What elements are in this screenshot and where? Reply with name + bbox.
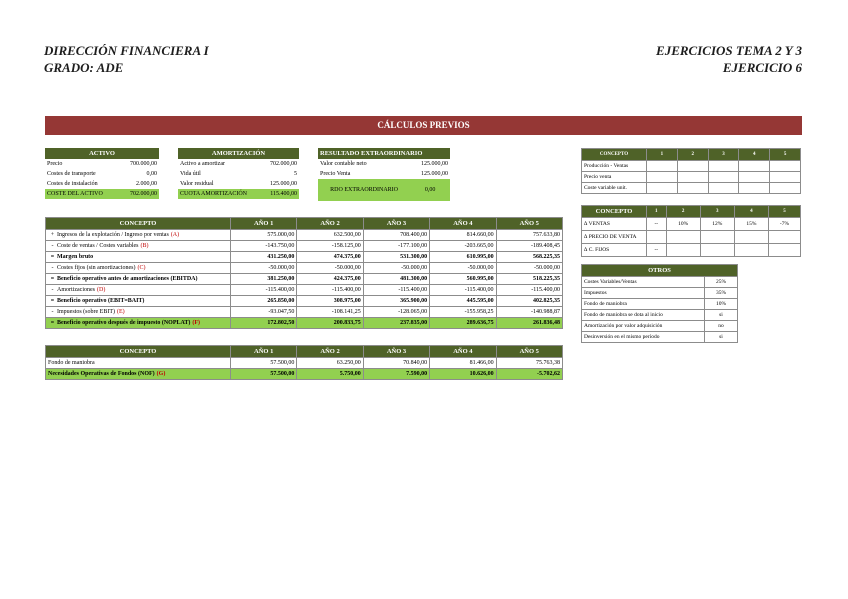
year-value: 261.836,48 [496,318,562,329]
grid-header: 2 [666,206,700,218]
year-value: 531.300,00 [363,252,429,263]
column-header: AÑO 3 [363,346,429,358]
table-row [582,310,738,321]
year-value: -115.400,00 [363,285,429,296]
table-row [318,169,450,179]
column-header: AÑO 3 [363,218,429,230]
year-value: -50.000,00 [363,263,429,274]
column-header: CONCEPTO [46,346,231,358]
total-value: 115.400,00 [270,191,297,197]
row-label: Fondo de maniobra [582,299,705,310]
table-row [318,159,450,169]
year-value: -115.400,00 [231,285,297,296]
row-sign: = [50,254,55,260]
input-cell[interactable] [708,183,739,194]
table-row [582,288,738,299]
table-row [46,318,563,329]
year-value: 57.500,00 [231,358,297,369]
table-row [582,231,801,244]
row-concept [46,369,231,380]
row-value: 0,00 [146,171,157,177]
year-value: 381.250,00 [231,274,297,285]
row-tag: (E) [117,309,125,315]
row-concept [46,296,231,307]
year-value: 265.850,00 [231,296,297,307]
resultado-table [318,148,450,201]
row-label: Impuestos (sobre EBIT) [57,309,115,315]
input-cell[interactable] [739,172,770,183]
year-value: 445.595,00 [430,296,496,307]
row-value: 700.000,00 [130,161,157,167]
grid-header: 5 [768,206,800,218]
table-row [582,161,801,172]
row-label: ∆ PRECIO DE VENTA [582,231,647,244]
input-cell[interactable] [708,172,739,183]
table-row [45,159,159,169]
grid-header: CONCEPTO [582,149,647,161]
otros-table [581,264,738,343]
cell [647,231,667,244]
row-label: Costes fijos (sin amortizaciones) [57,265,136,271]
year-value: 560.995,00 [430,274,496,285]
year-value: -115.400,00 [496,285,562,296]
table-row [46,230,563,241]
table-row [45,179,159,189]
year-value: 289.636,75 [430,318,496,329]
year-value: -155.958,25 [430,307,496,318]
year-value: 424.375,00 [297,274,363,285]
row-sign: - [51,287,54,293]
table-row [46,285,563,296]
table-row [46,241,563,252]
row-label: Amortizaciones [57,287,95,293]
amortizacion-title: AMORTIZACIÓN [178,148,299,159]
row-tag: (A) [170,232,180,238]
year-value: -143.750,00 [231,241,297,252]
table-row [178,169,299,179]
row-value: 125.000,00 [270,181,297,187]
section-band: CÁLCULOS PREVIOS [45,116,802,135]
year-value: 5.750,00 [297,369,363,380]
input-cell[interactable] [739,161,770,172]
year-value: 814.660,00 [430,230,496,241]
table-row [46,296,563,307]
income-table [45,217,563,329]
table-row [582,277,738,288]
row-label: Ingresos de la explotación / Ingreso por ventas [57,232,169,238]
row-sign: = [50,320,55,326]
year-value: -128.065,00 [363,307,429,318]
row-concept [46,285,231,296]
cell [700,231,734,244]
table-row [582,218,801,231]
row-value: si [705,310,738,321]
year-value: -140.988,87 [496,307,562,318]
input-cell[interactable] [739,183,770,194]
amortizacion-table [178,148,299,199]
activo-table [45,148,159,199]
year-value: 575.000,00 [231,230,297,241]
row-label: Coste variable unit. [582,183,647,194]
total-value: 702.000,00 [130,191,157,197]
table-row [46,263,563,274]
row-value: 125.000,00 [421,161,448,167]
row-label: Fondo de maniobra [48,360,95,366]
year-value: -203.665,00 [430,241,496,252]
row-label: Costes Variables/Ventas [582,277,705,288]
input-cell[interactable] [647,172,678,183]
row-value: si [705,332,738,343]
table-row [582,332,738,343]
row-concept [46,230,231,241]
table-row [582,244,801,257]
grid-header: 1 [647,149,678,161]
table-row [582,183,801,194]
row-sign: - [51,309,54,315]
row-label: Desinversión en el mismo período [582,332,705,343]
input-cell[interactable] [647,161,678,172]
input-cell[interactable] [647,183,678,194]
cell [768,231,800,244]
total-row [318,179,450,201]
row-label: Amortización por valor adquisición [582,321,705,332]
row-tag: (G) [156,371,166,377]
row-concept [46,274,231,285]
row-label: Beneficio operativo antes de amortizaciones (EBITDA) [57,276,198,282]
row-concept [46,241,231,252]
table-row [46,252,563,263]
column-header: AÑO 1 [231,218,297,230]
year-value: 757.633,80 [496,230,562,241]
table-row [178,159,299,169]
year-value: -93.047,50 [231,307,297,318]
year-value: -50.000,00 [297,263,363,274]
grid-header: 4 [739,149,770,161]
column-header: CONCEPTO [46,218,231,230]
activo-title: ACTIVO [45,148,159,159]
year-value: 308.975,00 [297,296,363,307]
row-value: 2.000,00 [136,181,157,187]
year-value: 10.626,00 [430,369,496,380]
row-label: Beneficio operativo después de impuesto (NOPLAT) [57,320,191,326]
cell: 15% [734,218,768,231]
input-cell[interactable] [677,161,708,172]
resultado-title: RESULTADO EXTRAORDINARIO [318,148,450,159]
row-value: 125.000,00 [421,171,448,177]
cell [734,244,768,257]
year-value: -115.400,00 [430,285,496,296]
course-title: DIRECCIÓN FINANCIERA I [44,43,209,58]
row-label: Valor contable neto [320,161,367,167]
row-concept [46,358,231,369]
row-label: Coste de ventas / Costes variables [57,243,139,249]
row-concept [46,263,231,274]
year-value: 708.400,00 [363,230,429,241]
total-value: 0,00 [424,187,436,193]
column-header: AÑO 1 [231,346,297,358]
total-row [178,189,299,199]
grid-header: 4 [734,206,768,218]
year-value: -50.000,00 [231,263,297,274]
year-value: 474.375,00 [297,252,363,263]
row-sign: + [50,232,55,238]
year-value: 63.250,00 [297,358,363,369]
row-label: Necesidades Operativas de Fondos (NOF) [48,371,155,377]
input-cell[interactable] [770,161,801,172]
year-value: 237.835,00 [363,318,429,329]
year-value: 518.225,35 [496,274,562,285]
total-label: COSTE DEL ACTIVO [47,191,103,197]
row-tag: (F) [192,320,201,326]
inputs-grid [581,148,801,194]
row-label: Impuestos [582,288,705,299]
cell [700,244,734,257]
cell [768,244,800,257]
table-row [45,169,159,179]
cell: -7% [768,218,800,231]
variaciones-grid [581,205,801,257]
year-value: 75.763,38 [496,358,562,369]
row-label: Producción - Ventas [582,161,647,172]
row-value: 702.000,00 [270,161,297,167]
exercise-number: EJERCICIO 6 [722,60,802,75]
table-row [582,299,738,310]
row-value: no [705,321,738,332]
row-label: Valor residual [180,181,214,187]
year-value: -115.400,00 [297,285,363,296]
column-header: AÑO 2 [297,218,363,230]
year-value: 7.590,00 [363,369,429,380]
cell [734,231,768,244]
year-value: 81.466,00 [430,358,496,369]
grid-header: 3 [700,206,734,218]
row-tag: (D) [97,287,106,293]
year-value: 402.825,35 [496,296,562,307]
grid-header: 3 [708,149,739,161]
row-tag: (B) [140,243,149,249]
exercise-set-title: EJERCICIOS TEMA 2 Y 3 [656,43,802,58]
year-value: -177.100,00 [363,241,429,252]
grid-header: 2 [677,149,708,161]
year-value: -50.000,00 [496,263,562,274]
row-label: ∆ VENTAS [582,218,647,231]
year-value: -158.125,00 [297,241,363,252]
cell [666,244,700,257]
row-concept [46,252,231,263]
year-value: 481.300,00 [363,274,429,285]
row-sign: - [51,265,54,271]
total-row [45,189,159,199]
cell: -- [647,218,667,231]
table-row [46,274,563,285]
column-header: AÑO 5 [496,346,562,358]
grid-header: 1 [647,206,667,218]
table-row [582,172,801,183]
year-value: -108.141,25 [297,307,363,318]
grid-header: 5 [770,149,801,161]
cell: -- [647,244,667,257]
otros-title: OTROS [582,265,738,277]
cell [666,231,700,244]
year-value: 568.225,35 [496,252,562,263]
cell: 12% [700,218,734,231]
year-value: 431.250,00 [231,252,297,263]
nof-table [45,345,563,380]
row-label: Fondo de maniobra se dota al inicio [582,310,705,321]
year-value: 70.840,00 [363,358,429,369]
row-concept [46,307,231,318]
input-cell[interactable] [708,161,739,172]
row-value: 25% [705,277,738,288]
year-value: 610.995,00 [430,252,496,263]
column-header: AÑO 4 [430,218,496,230]
year-value: -50.000,00 [430,263,496,274]
row-label: Vida útil [180,171,201,177]
year-value: 57.500,00 [231,369,297,380]
column-header: AÑO 4 [430,346,496,358]
row-sign: = [50,276,55,282]
row-label: Precio Venta [320,171,351,177]
year-value: 365.900,00 [363,296,429,307]
degree-label: GRADO: ADE [44,60,124,75]
row-label: Costes de instalación [47,181,98,187]
table-row [178,179,299,189]
column-header: AÑO 2 [297,346,363,358]
grid-header: CONCEPTO [582,206,647,218]
row-sign: - [51,243,54,249]
year-value: -189.408,45 [496,241,562,252]
row-label: Beneficio operativo (EBIT=BAIT) [57,298,145,304]
input-cell[interactable] [770,183,801,194]
year-value: 172.802,50 [231,318,297,329]
row-value: 10% [705,299,738,310]
row-label: ∆ C. FIJOS [582,244,647,257]
table-row [46,358,563,369]
year-value: 632.500,00 [297,230,363,241]
row-tag: (C) [137,265,146,271]
table-row [46,307,563,318]
column-header: AÑO 5 [496,218,562,230]
total-label: CUOTA AMORTIZACIÓN [180,191,247,197]
year-value: -5.702,62 [496,369,562,380]
row-label: Costes de transporte [47,171,96,177]
total-label: RDO EXTRAORDINARIO [330,187,399,193]
row-value: 35% [705,288,738,299]
year-value: 200.833,75 [297,318,363,329]
input-cell[interactable] [677,172,708,183]
input-cell[interactable] [770,172,801,183]
input-cell[interactable] [677,183,708,194]
table-row [46,369,563,380]
row-label: Precio [47,161,63,167]
table-row [582,321,738,332]
row-label: Activo a amortizar [180,161,225,167]
row-value: 5 [294,171,297,177]
row-label: Precio venta [582,172,647,183]
row-sign: = [50,298,55,304]
row-label: Margen bruto [57,254,94,260]
cell: 10% [666,218,700,231]
row-concept [46,318,231,329]
